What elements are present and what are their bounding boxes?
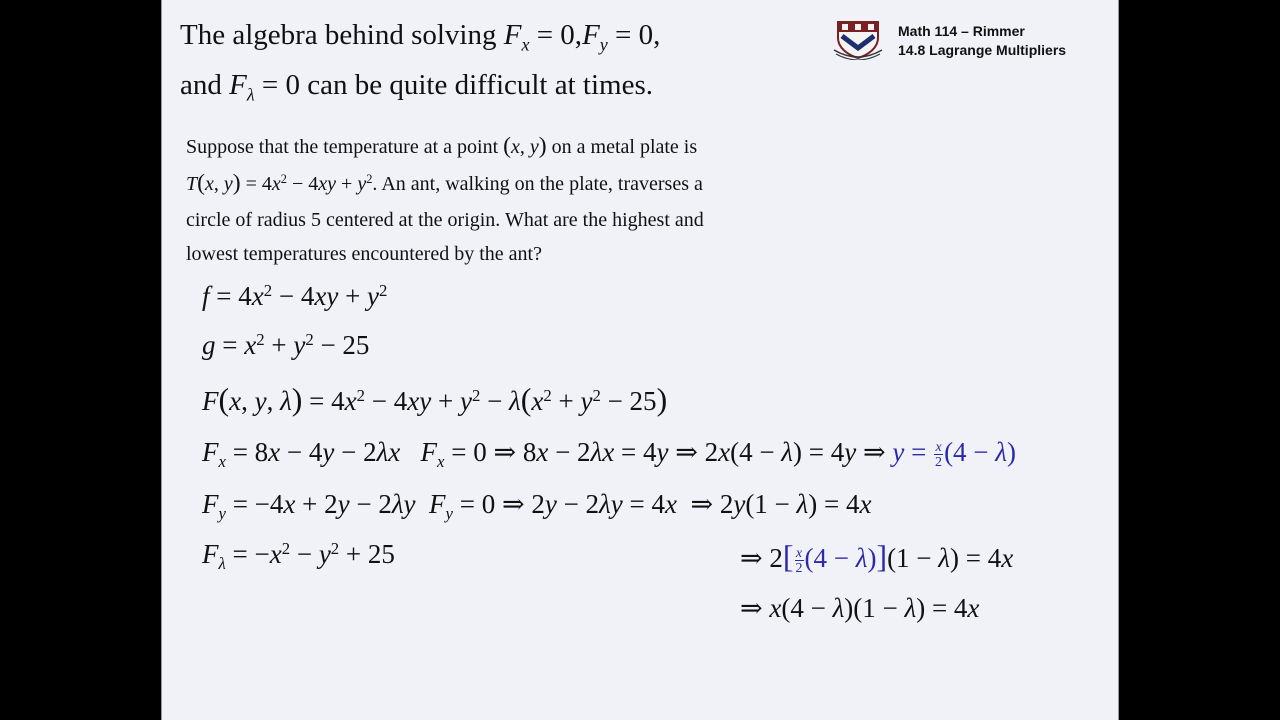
problem-line-2: T(x, $y) = 4x^2 - 4xy + y^2$. An ant, walking on the plate, traverses a — [186, 170, 703, 196]
problem-line-4: lowest temperatures encountered by the ant? — [186, 243, 542, 265]
slide-header — [830, 20, 1100, 64]
problem-line-1: Suppose that the temperature at a point (x, y) on a metal plate is — [186, 133, 698, 159]
university-shield-logo — [830, 20, 886, 60]
course-label: Math 114 – Rimmer — [898, 23, 1025, 39]
y-solution: y = $\frac{x}{2}$ (4 − λ) — [892, 437, 1016, 471]
eq-flambda: $F_\lambda = -x^2 - y^2 + 25$ — [202, 538, 395, 573]
title-line-1: The algebra behind solving $F_x = 0,F_y = 0$, — [180, 19, 661, 55]
problem-text: Suppose that the temperature at a point — [186, 136, 499, 158]
section-label: 14.8 Lagrange Multipliers — [898, 42, 1067, 58]
title-line-2: and $F_\lambda = 0$ can be quite difficult at times. — [180, 69, 653, 105]
eq-substitution-2: ⇒ x(4 − λ)(1 − λ) = 4x — [740, 593, 980, 623]
eq-f: $f = 4x^2 - 4xy + y^2$ — [202, 280, 388, 311]
eq-substitution-1: ⇒ 2[ $\frac{x}{2}$ (4 − λ)](1 − λ) = 4x — [740, 539, 1014, 577]
problem-text: on a metal plate is — [551, 136, 698, 158]
header-text — [898, 22, 1066, 60]
problem-line-3: circle of radius 5 centered at the origin. What are the highest and — [186, 209, 704, 231]
problem-text: . An ant, walking on the plate, traverses a — [372, 173, 703, 195]
eq-fx: $F_x = 8x - 4y - 2\lambda x$ $F_x = 0$ ⇒ 8x − 2λx = 4y ⇒ 2x(4 − λ) = 4y ⇒ y = $\frac{x}{2}$ (4 − λ) — [202, 437, 1016, 471]
eq-fy: $F_y = -4x + 2y - 2\lambda y$ $F_y = 0$ ⇒ 2y − 2λy = 4x ⇒ 2y(1 − λ) = 4x — [202, 489, 872, 523]
title-text-2b: = 0 can be quite difficult at times. — [261, 69, 653, 101]
eq-lagrangian: F(x, y, $\lambda) = 4x^2 - 4xy + y^2 - \lambda(x^2 + y^2 - 25)$ — [202, 382, 668, 417]
title-text: The algebra behind solving — [180, 19, 497, 51]
title-cond-1: = 0, — [536, 19, 583, 51]
slide — [161, 0, 1119, 720]
eq-g: $g = x^2 + y^2 - 25$ — [202, 329, 370, 360]
title-text-2a: and — [180, 69, 222, 101]
title-cond-2: = 0, — [615, 19, 661, 51]
